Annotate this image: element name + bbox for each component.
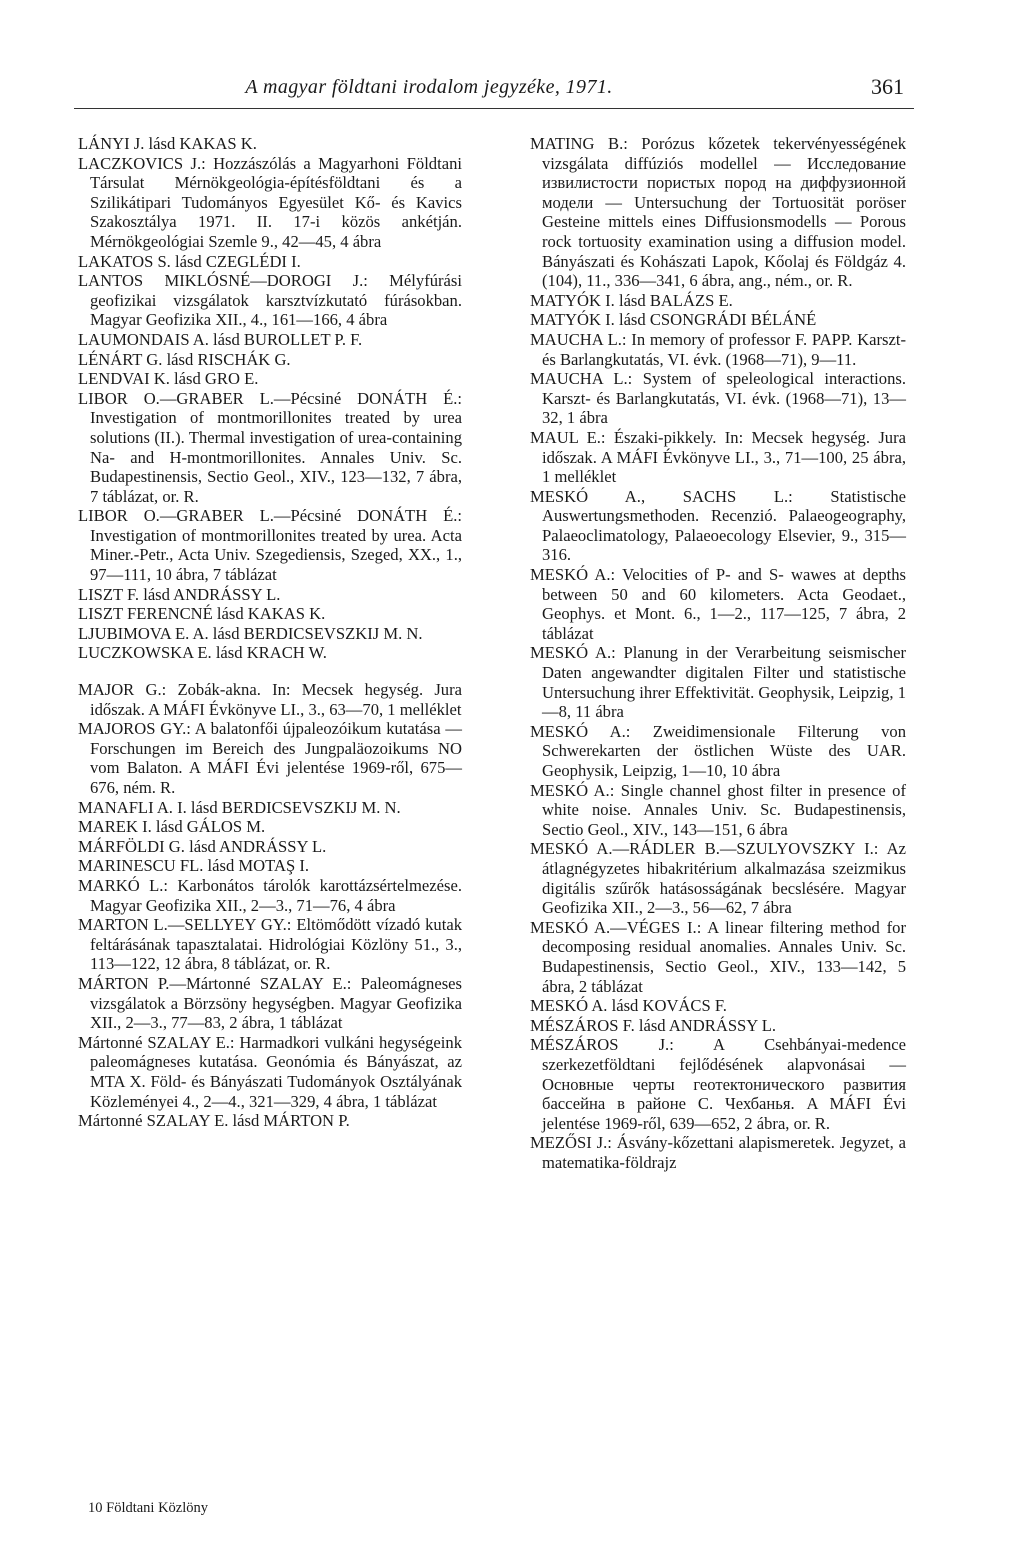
bibliography-entry: MANAFLI A. I. lásd BERDICSEVSZKIJ M. N.	[78, 797, 401, 817]
page-number: 361	[871, 74, 904, 99]
bibliography-entry: MAUCHA L.: In memory of professor F. PAPP. Karszt- és Barlangkutatás, VI. évk. (1968—71), 9—11.	[530, 329, 906, 369]
bibliography-entry: MARTON L.—SELLYEY GY.: Eltömődött vízadó kutak feltárásának tapasztalatai. Hidrológiai Közlöny 51., 3., 113—122, 12 ábra, 8 táblázat, or. R.	[78, 915, 462, 974]
bibliography-entry: MÉSZÁROS J.: A Csehbányai-medence szerkezetföldtani fejlődésének alapvonásai — Основные черты геотектонического развития бассейна в районе С. Чехбанья. A MÁFI Évi jelentése 1969-ről, 639—652, 2 ábra, or. R.	[530, 1035, 906, 1133]
running-header	[74, 68, 914, 108]
bibliography-entry: LAUMONDAIS A. lásd BUROLLET P. F.	[78, 329, 363, 349]
bibliography-entry: MARINESCU FL. lásd MOTAŞ I.	[78, 856, 309, 876]
bibliography-entry: MATYÓK I. lásd BALÁZS E.	[530, 290, 733, 310]
bibliography-entry: MÁRTON P.—Mártonné SZALAY E.: Paleomágneses vizsgálatok a Börzsöny hegységben. Magyar Geofizika XII., 2—3., 77—83, 2 ábra, 1 táblázat	[78, 973, 462, 1033]
bibliography-entry: MATING B.: Porózus kőzetek tekervényességének vizsgálata diffúziós modellel — Исследование извилистости пористых пород на диффузионной модели — Untersuchung der Tortuosität poröser Gesteine mittels eines Diffusionsmodells — Porous rock tortuosity examination using a diffusion model. Bányászati és Kohászati Lapok, Kőolaj és Földgáz 4. (104), 11., 336—341, 6 ábra, ang., ném., or. R.	[530, 134, 906, 291]
bibliography-entry: LANTOS MIKLÓSNÉ—DOROGI J.: Mélyfúrási geofizikai vizsgálatok karsztvízkutató fúrásokban. Magyar Geofizika XII., 4., 161—166, 4 ábra	[78, 271, 462, 330]
bibliography-entry: MESKÓ A.—RÁDLER B.—SZULYOVSZKY I.: Az átlagnégyzetes hibakritérium alkalmazása szeizmikus digitális szűrők hatásosságának becslésére. Magyar Geofizika XII., 2—3., 56—62, 7 ábra	[530, 839, 906, 918]
bibliography-entry: LJUBIMOVA E. A. lásd BERDICSEVSZKIJ M. N.	[78, 623, 423, 643]
header-rule	[74, 108, 914, 109]
bibliography-entry: MAJOR G.: Zobák-akna. In: Mecsek hegység. Jura időszak. A MÁFI Évkönyve LI., 3., 63—70, 1 melléklet	[78, 680, 462, 719]
bibliography-entry: LISZT FERENCNÉ lásd KAKAS K.	[78, 604, 326, 624]
bibliography-entry: MARKÓ L.: Karbonátos tárolók karottázsértelmezése. Magyar Geofizika XII., 2—3., 71—76, 4 ábra	[78, 875, 462, 915]
bibliography-entry: MATYÓK I. lásd CSONGRÁDI BÉLÁNÉ	[530, 310, 817, 330]
bibliography-entry: MESKÓ A. lásd KOVÁCS F.	[530, 996, 727, 1016]
bibliography-entry: MAUCHA L.: System of speleological interactions. Karszt- és Barlangkutatás, VI. évk. (1968—71), 13—32, 1 ábra	[530, 369, 906, 428]
bibliography-entry: MÁRFÖLDI G. lásd ANDRÁSSY L.	[78, 836, 327, 856]
bibliography-entry: MESKÓ A.: Velocities of P- and S- wawes at depths between 50 and 60 kilometers. Acta Geodaet., Geophys. et Mont. 6., 1—2., 117—125, 7 ábra, 2 táblázat	[530, 565, 906, 643]
bibliography-entry: LÉNÁRT G. lásd RISCHÁK G.	[78, 349, 291, 369]
bibliography-entry: LISZT F. lásd ANDRÁSSY L.	[78, 584, 281, 604]
bibliography-entry: Mártonné SZALAY E. lásd MÁRTON P.	[78, 1111, 350, 1131]
footer-signature: 10 Földtani Közlöny	[88, 1500, 209, 1516]
bibliography-entry: MAUL E.: Északi-pikkely. In: Mecsek hegység. Jura időszak. A MÁFI Évkönyve LI., 3., 71—100, 25 ábra, 1 melléklet	[530, 427, 906, 487]
bibliography-entry: MÉSZÁROS F. lásd ANDRÁSSY L.	[530, 1015, 777, 1035]
running-header-title: A magyar földtani irodalom jegyzéke, 1971.	[245, 76, 613, 98]
right-column	[530, 134, 906, 1172]
bibliography-entry: MESKÓ A.: Zweidimensionale Filterung von Schwerekarten der östlichen Wüste des UAR. Geophysik, Leipzig, 1—10, 10 ábra	[530, 721, 906, 780]
bibliography-entry: LAKATOS S. lásd CZEGLÉDI I.	[78, 251, 301, 271]
bibliography-entry: LUCZKOWSKA E. lásd KRACH W.	[78, 643, 327, 663]
bibliography-entry: MESKÓ A.—VÉGES I.: A linear filtering method for decomposing residual anomalies. Annales Univ. Sc. Budapestinensis, Sectio Geol., XIV., 133—142, 5 ábra, 2 táblázat	[530, 917, 906, 996]
bibliography-entry: MESKÓ A.: Single channel ghost filter in presence of white noise. Annales Univ. Sc. Budapestinensis, Sectio Geol., XIV., 143—151, 6 ábra	[530, 780, 906, 839]
bibliography-entry: MAREK I. lásd GÁLOS M.	[78, 817, 266, 837]
bibliography-entry: LIBOR O.—GRABER L.—Pécsiné DONÁTH É.: Investigation of montmorillonites treated by urea solutions (II.). Thermal investigation of urea-containing Na- and H-montmorillonites. Annales Univ. Sc. Budapestinensis, Sectio Geol., XIV., 123—132, 7 ábra, 7 táblázat, or. R.	[78, 388, 462, 506]
bibliography-entry: MESKÓ A.: Planung in der Verarbeitung seismischer Daten angewandter digitalen Filter und statistische Untersuchung ihrer Effektivität. Geophysik, Leipzig, 1—8, 11 ábra	[530, 643, 906, 722]
left-column	[78, 134, 462, 1131]
bibliography-entry: MAJOROS GY.: A balatonfői újpaleozóikum kutatása — Forschungen im Bereich des Jungpaläozoikums NO vom Balaton. A MÁFI Évi jelentése 1969-ről, 675—676, ném. R.	[78, 719, 462, 797]
bibliography-entry: LACZKOVICS J.: Hozzászólás a Magyarhoni Földtani Társulat Mérnökgeológia-építésföldtani és a Szilikátipari Tudományos Egyesület Kő- és Kavics Szakosztálya 1971. II. 17-i közös ankétján. Mérnökgeológiai Szemle 9., 42—45, 4 ábra	[78, 153, 462, 251]
bibliography-entry: LENDVAI K. lásd GRO E.	[78, 369, 259, 389]
bibliography-entry: LIBOR O.—GRABER L.—Pécsiné DONÁTH É.: Investigation of montmorillonites treated by urea. Acta Miner.-Petr., Acta Univ. Szegediensis, Szeged, XX., 1., 97—111, 10 ábra, 7 táblázat	[78, 506, 462, 585]
bibliography-entry: Mártonné SZALAY E.: Harmadkori vulkáni hegységeink paleomágneses kutatása. Geonómia és Bányászat, az MTA X. Föld- és Bányászati Tudományok Osztályának Közleményei 4., 2—4., 321—329, 4 ábra, 1 táblázat	[78, 1032, 462, 1111]
bibliography-entry: MESKÓ A., SACHS L.: Statistische Auswertungsmethoden. Recenzió. Palaeogeography, Palaeoclimatology, Palaeoecology Elsevier, 9., 315—316.	[530, 486, 906, 565]
bibliography-entry: LÁNYI J. lásd KAKAS K.	[78, 134, 257, 153]
bibliography-entry: MEZŐSI J.: Ásvány-kőzettani alapismeretek. Jegyzet, a matematika-földrajz	[530, 1133, 906, 1172]
